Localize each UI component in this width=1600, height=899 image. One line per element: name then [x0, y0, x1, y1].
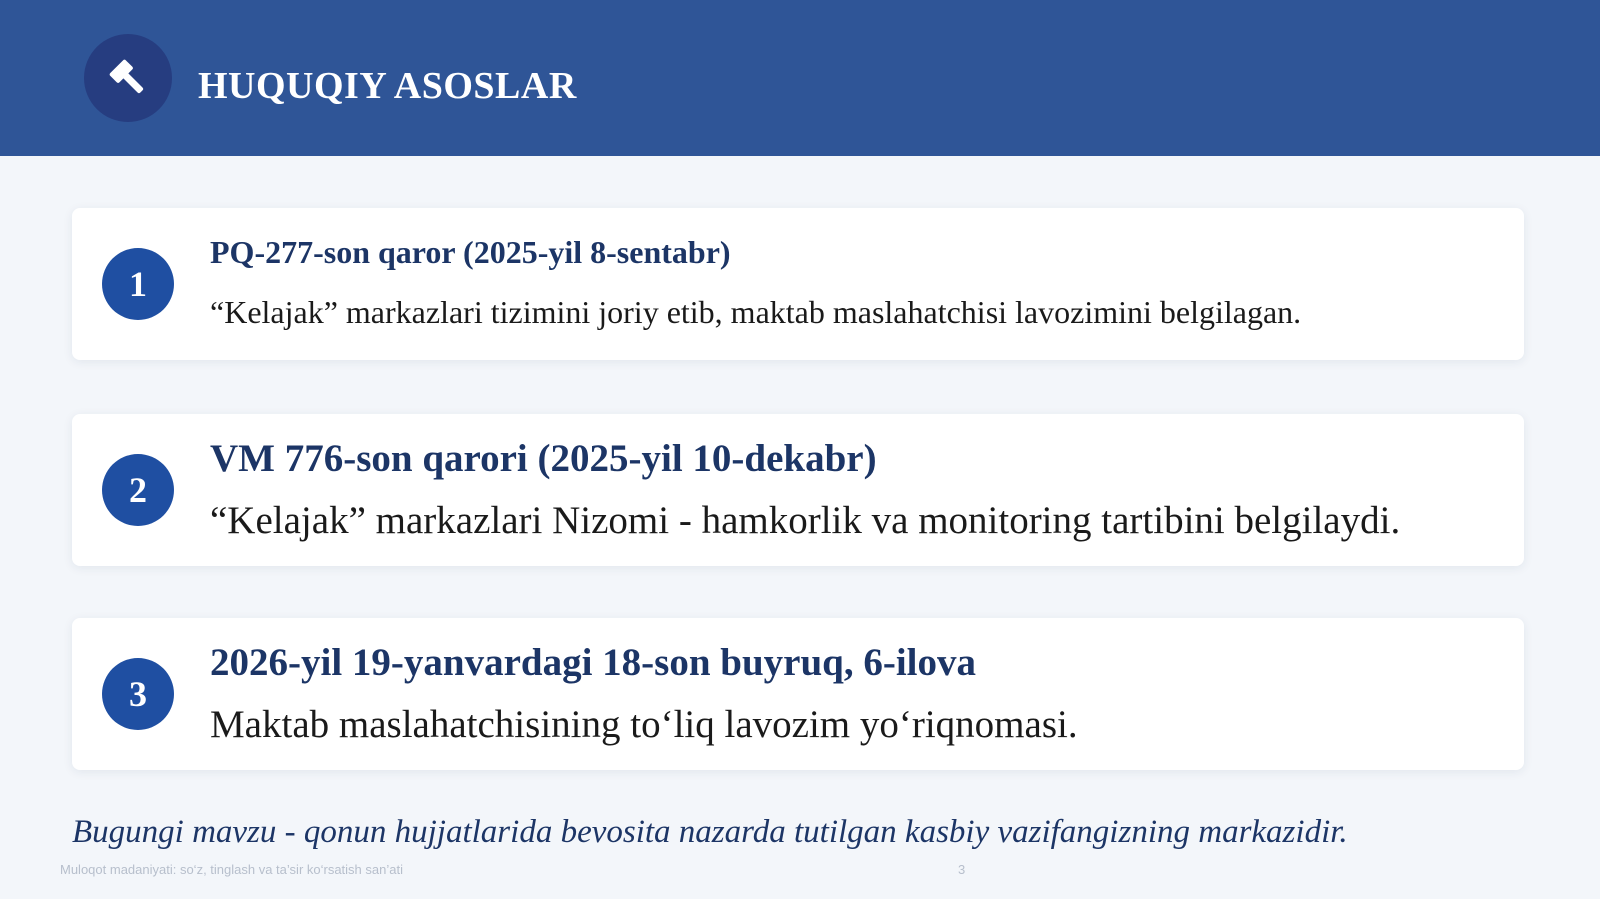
gavel-icon: [103, 53, 153, 103]
legal-basis-card-3: [72, 618, 1524, 770]
number-badge-1: 1: [102, 248, 174, 320]
header-icon-circle: [84, 34, 172, 122]
card-title-3: 2026-yil 19-yanvardagi 18-son buyruq, 6-ilova: [210, 641, 977, 684]
slide-header: [0, 0, 1600, 156]
page-number: 3: [958, 862, 966, 877]
card-description-2: “Kelajak” markazlari Nizomi - hamkorlik va monitoring tartibini belgilaydi.: [210, 499, 1401, 542]
number-badge-3: 3: [102, 658, 174, 730]
card-description-3: Maktab maslahatchisining to‘liq lavozim yo‘riqnomasi.: [210, 703, 1078, 746]
page-title: HUQUQIY ASOSLAR: [198, 65, 577, 107]
summary-note: Bugungi mavzu - qonun hujjatlarida bevosita nazarda tutilgan kasbiy vazifangizning markazidir.: [72, 814, 1348, 850]
card-title-2: VM 776-son qarori (2025-yil 10-dekabr): [210, 437, 877, 480]
card-title-1: PQ-277-son qaror (2025-yil 8-sentabr): [210, 234, 731, 270]
number-badge-2: 2: [102, 454, 174, 526]
legal-basis-card-2: [72, 414, 1524, 566]
footer-text: Muloqot madaniyati: so‘z, tinglash va ta’sir ko‘rsatish san’ati: [60, 862, 403, 877]
legal-basis-card-1: [72, 208, 1524, 360]
card-description-1: “Kelajak” markazlari tizimini joriy etib, maktab maslahatchisi lavozimini belgilagan.: [210, 294, 1302, 330]
